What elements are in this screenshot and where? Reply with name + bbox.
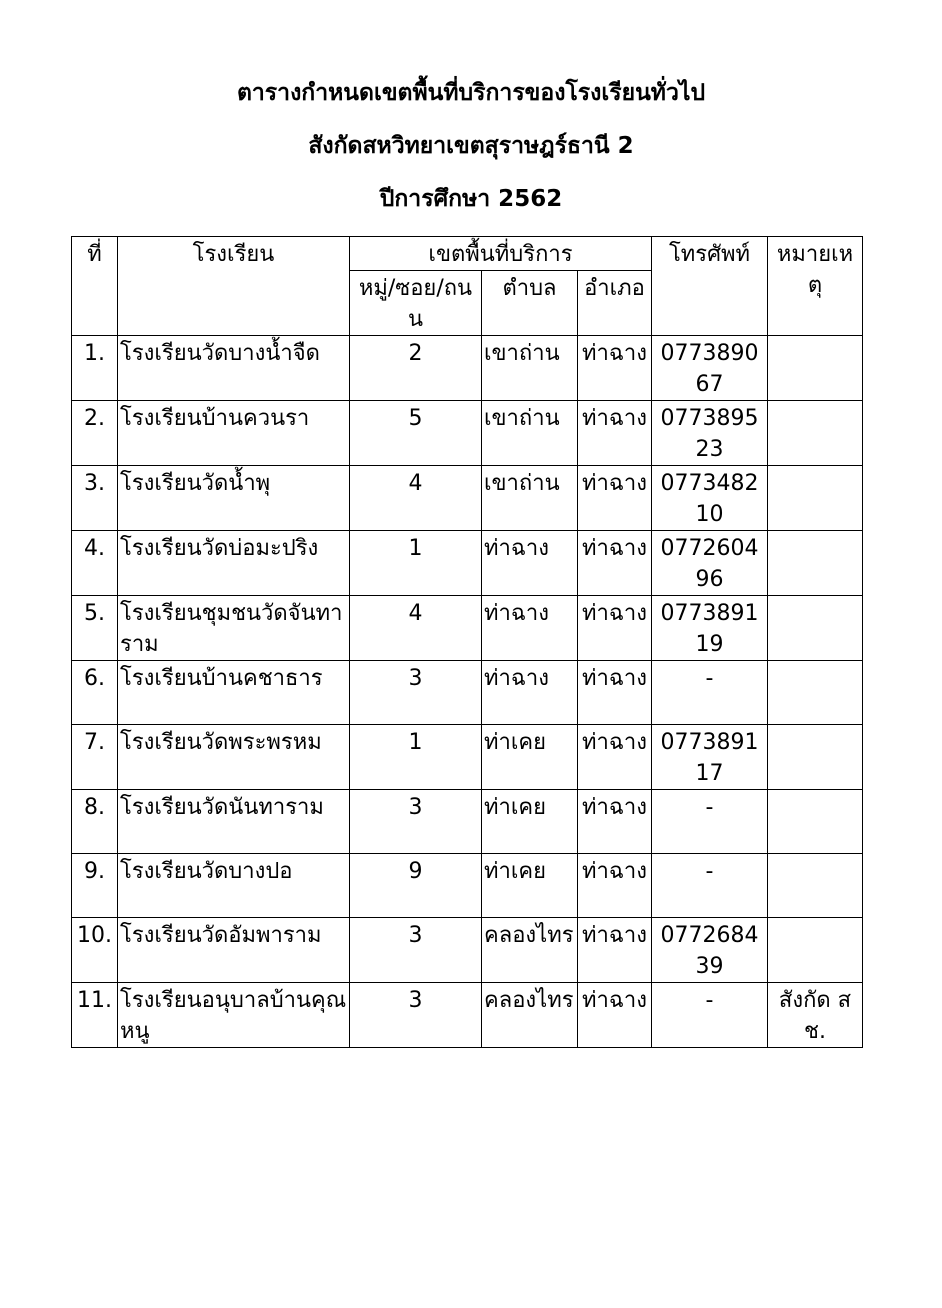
cell-tambon: เขาถ่าน [482, 336, 578, 401]
cell-tambon: เขาถ่าน [482, 466, 578, 531]
document-subtitle-affiliation: สังกัดสหวิทยาเขตสุราษฎร์ธานี 2 [308, 133, 634, 159]
cell-amphoe: ท่าฉาง [578, 790, 652, 854]
table-row [72, 983, 863, 1048]
table-row [72, 466, 863, 531]
cell-tambon: ท่าเคย [482, 790, 578, 854]
cell-tambon: คลองไทร [482, 983, 578, 1048]
cell-school: โรงเรียนวัดอัมพาราม [118, 918, 350, 983]
header-note: หมายเหตุ [768, 237, 863, 336]
header-school: โรงเรียน [118, 237, 350, 336]
cell-note [768, 790, 863, 854]
cell-phone: 077389117 [652, 725, 768, 790]
cell-no: 3. [72, 466, 118, 531]
cell-tambon: ท่าเคย [482, 854, 578, 918]
cell-amphoe: ท่าฉาง [578, 336, 652, 401]
cell-no: 8. [72, 790, 118, 854]
table-row [72, 854, 863, 918]
cell-school: โรงเรียนวัดนันทาราม [118, 790, 350, 854]
cell-phone: 077389523 [652, 401, 768, 466]
cell-moo: 5 [350, 401, 482, 466]
cell-amphoe: ท่าฉาง [578, 854, 652, 918]
table-body [72, 336, 863, 1048]
cell-phone: 077389119 [652, 596, 768, 661]
table-row [72, 596, 863, 661]
document-subtitle-academic-year: ปีการศึกษา 2562 [379, 186, 563, 212]
cell-note: สังกัด สช. [768, 983, 863, 1048]
cell-tambon: เขาถ่าน [482, 401, 578, 466]
document-title: ตารางกำหนดเขตพื้นที่บริการของโรงเรียนทั่วไป [236, 80, 706, 106]
cell-no: 7. [72, 725, 118, 790]
cell-amphoe: ท่าฉาง [578, 596, 652, 661]
header-service-area: เขตพื้นที่บริการ [350, 237, 652, 271]
cell-phone: - [652, 661, 768, 725]
cell-note [768, 336, 863, 401]
header-amphoe: อำเภอ [578, 271, 652, 336]
cell-note [768, 725, 863, 790]
cell-no: 10. [72, 918, 118, 983]
cell-no: 5. [72, 596, 118, 661]
cell-phone: - [652, 983, 768, 1048]
cell-note [768, 596, 863, 661]
cell-moo: 3 [350, 790, 482, 854]
table-row [72, 918, 863, 983]
cell-no: 1. [72, 336, 118, 401]
cell-amphoe: ท่าฉาง [578, 725, 652, 790]
cell-moo: 3 [350, 918, 482, 983]
cell-no: 6. [72, 661, 118, 725]
cell-phone: 077260496 [652, 531, 768, 596]
header-phone: โทรศัพท์ [652, 237, 768, 336]
cell-tambon: ท่าฉาง [482, 531, 578, 596]
cell-phone: 077389067 [652, 336, 768, 401]
cell-tambon: ท่าฉาง [482, 661, 578, 725]
cell-tambon: ท่าเคย [482, 725, 578, 790]
cell-school: โรงเรียนบ้านคชาธาร [118, 661, 350, 725]
service-area-table [71, 236, 863, 1048]
cell-moo: 4 [350, 596, 482, 661]
header-tambon: ตำบล [482, 271, 578, 336]
table-row [72, 661, 863, 725]
cell-moo: 4 [350, 466, 482, 531]
cell-amphoe: ท่าฉาง [578, 661, 652, 725]
cell-school: โรงเรียนวัดบ่อมะปริง [118, 531, 350, 596]
cell-moo: 1 [350, 725, 482, 790]
cell-school: โรงเรียนวัดพระพรหม [118, 725, 350, 790]
cell-phone: - [652, 790, 768, 854]
cell-school: โรงเรียนชุมชนวัดจันทาราม [118, 596, 350, 661]
cell-school: โรงเรียนวัดบางปอ [118, 854, 350, 918]
cell-no: 4. [72, 531, 118, 596]
cell-amphoe: ท่าฉาง [578, 531, 652, 596]
cell-tambon: คลองไทร [482, 918, 578, 983]
cell-moo: 9 [350, 854, 482, 918]
cell-phone: 077268439 [652, 918, 768, 983]
cell-note [768, 401, 863, 466]
cell-phone: - [652, 854, 768, 918]
cell-note [768, 661, 863, 725]
cell-school: โรงเรียนบ้านควนรา [118, 401, 350, 466]
cell-note [768, 918, 863, 983]
table-row [72, 336, 863, 401]
cell-no: 2. [72, 401, 118, 466]
cell-school: โรงเรียนวัดบางน้ำจืด [118, 336, 350, 401]
cell-amphoe: ท่าฉาง [578, 918, 652, 983]
cell-no: 9. [72, 854, 118, 918]
cell-amphoe: ท่าฉาง [578, 466, 652, 531]
cell-amphoe: ท่าฉาง [578, 983, 652, 1048]
cell-school: โรงเรียนวัดน้ำพุ [118, 466, 350, 531]
cell-note [768, 531, 863, 596]
cell-amphoe: ท่าฉาง [578, 401, 652, 466]
cell-school: โรงเรียนอนุบาลบ้านคุณหนู [118, 983, 350, 1048]
cell-tambon: ท่าฉาง [482, 596, 578, 661]
table-row [72, 531, 863, 596]
cell-moo: 3 [350, 983, 482, 1048]
cell-note [768, 854, 863, 918]
cell-moo: 2 [350, 336, 482, 401]
cell-moo: 3 [350, 661, 482, 725]
cell-no: 11. [72, 983, 118, 1048]
table-row [72, 401, 863, 466]
cell-note [768, 466, 863, 531]
cell-phone: 077348210 [652, 466, 768, 531]
cell-moo: 1 [350, 531, 482, 596]
table-row [72, 790, 863, 854]
table-row [72, 725, 863, 790]
header-no: ที่ [72, 237, 118, 336]
table-header [72, 237, 863, 336]
header-moo: หมู่/ซอย/ถนน [350, 271, 482, 336]
